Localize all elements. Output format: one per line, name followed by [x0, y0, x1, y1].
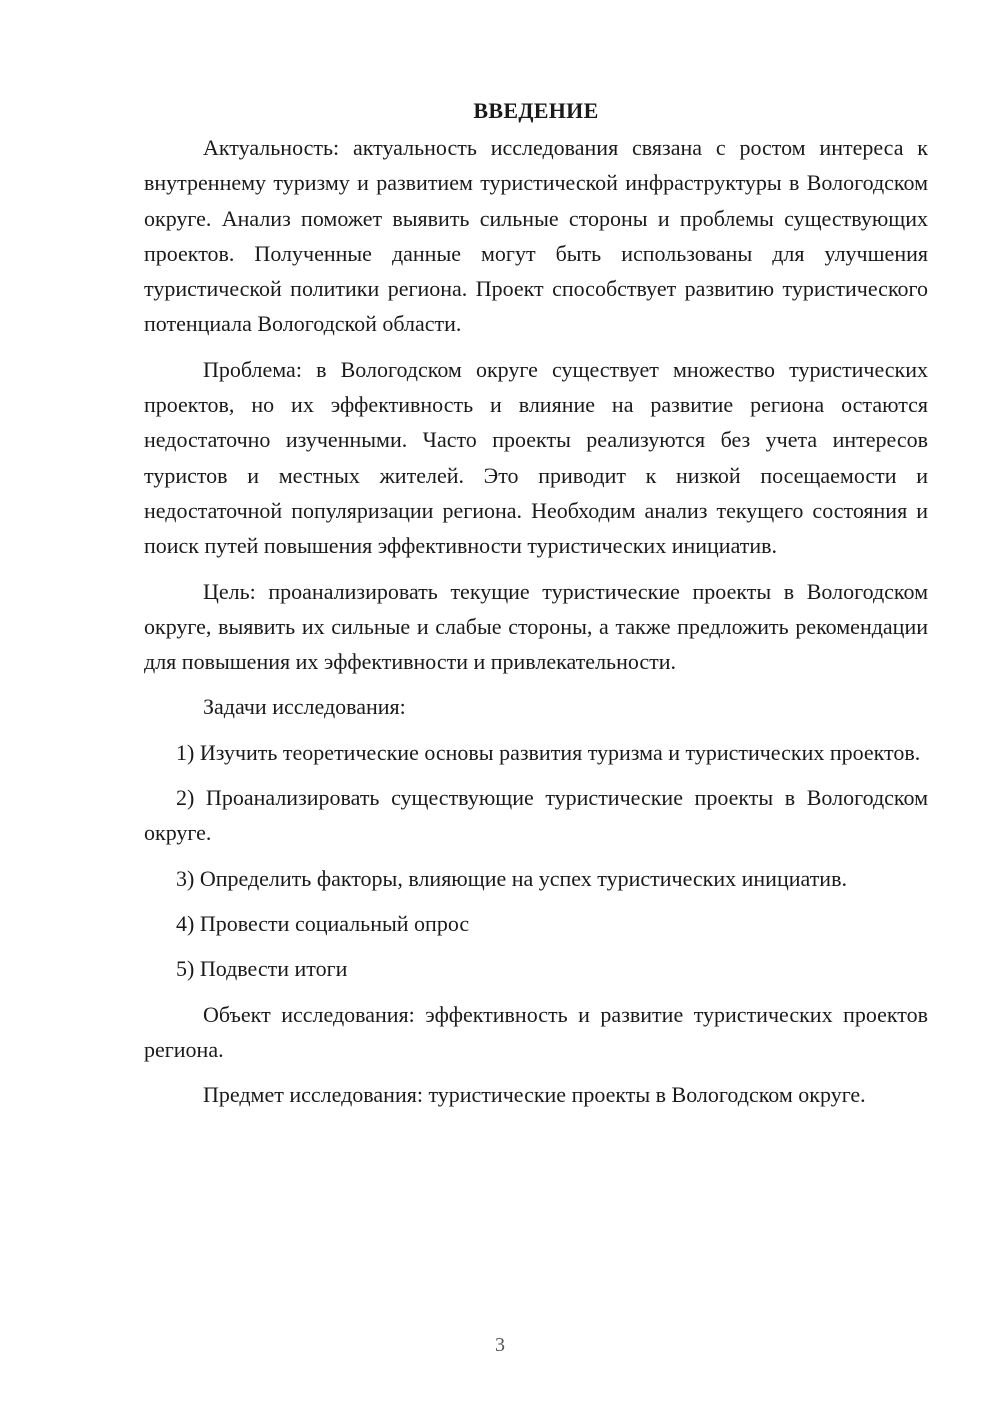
- task-item-3: 3) Определить факторы, влияющие на успех туристических инициатив.: [176, 865, 847, 891]
- task-item-2: 2) Проанализировать существующие туристические проекты в Вологодском округе.: [144, 785, 928, 846]
- task-item-4: 4) Провести социальный опрос: [176, 910, 470, 936]
- page-number: 3: [495, 1334, 505, 1356]
- paragraph-relevance: Актуальность: актуальность исследования связана с ростом интереса к внутреннему туризму и развитием туристической инфраструктуры в Вологодском округе. Анализ поможет выявить сильные стороны и проблемы существующих проектов. Полученные данные могут быть использованы для улучшения туристической политики региона. Проект способствует развитию туристического потенциала Вологодской области.: [144, 135, 928, 337]
- paragraph-tasks-heading: Задачи исследования:: [203, 694, 406, 720]
- task-item-5: 5) Подвести итоги: [176, 956, 348, 982]
- paragraph-subject: Предмет исследования: туристические проекты в Вологодском округе.: [203, 1082, 866, 1108]
- document-page: [144, 96, 928, 1122]
- task-item-1: 1) Изучить теоретические основы развития туризма и туристических проектов.: [176, 739, 921, 765]
- section-title: ВВЕДЕНИЕ: [473, 98, 599, 123]
- paragraph-object: Объект исследования: эффективность и развитие туристических проектов региона.: [144, 1001, 928, 1062]
- paragraph-problem: Проблема: в Вологодском округе существует множество туристических проектов, но их эффективность и влияние на развитие региона остаются недостаточно изученными. Часто проекты реализуются без учета интересов туристов и местных жителей. Это приводит к низкой посещаемости и недостаточной популяризации региона. Необходим анализ текущего состояния и поиск путей повышения эффективности туристических инициатив.: [144, 356, 928, 559]
- paragraph-goal: Цель: проанализировать текущие туристические проекты в Вологодском округе, выявить их сильные и слабые стороны, а также предложить рекомендации для повышения их эффективности и привлекательности.: [144, 578, 928, 675]
